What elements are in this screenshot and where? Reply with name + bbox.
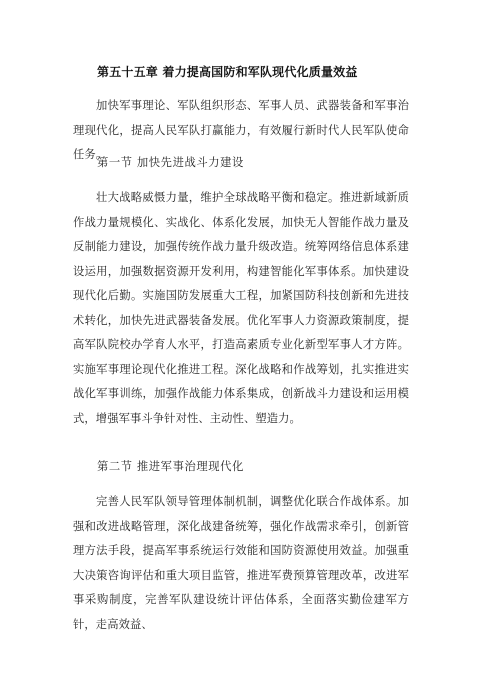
chapter-title: 第五十五章 着力提高国防和军队现代化质量效益 [97, 65, 358, 79]
section-1-heading: 第一节 加快先进战斗力建设 [97, 156, 244, 169]
section-1-body-paragraph: 壮大战略威慑力量，维护全球战略平衡和稳定。推进新域新质作战力量规模化、实战化、体系化发展，加快无人智能作战力量及反制能力建设，加强传统作战力量升级改造。统筹网络信息体系建设运用，加强数据资源开发利用，构建智能化军事体系。加快建设现代化后勤。实施国防发展重大工程，加紧国防科技创新和先进技术转化，加快先进武器装备发展。优化军事人力资源政策制度，提高军队院校办学育人水平，打造高素质专业化新型军事人才方阵。实施军事理论现代化推进工程。深化战略和作战筹划，扎实推进实战化军事训练，加强作战能力体系集成，创新战斗力建设和运用模式，增强军事斗争针对性、主动性、塑造力。 [73, 191, 409, 425]
section-2-body-paragraph: 完善人民军队领导管理体制机制，调整优化联合作战体系。加强和改进战略管理，深化战建备统筹，强化作战需求牵引，创新管理方法手段，提高军事系统运行效能和国防资源使用效益。加强重大决策咨询评估和重大项目监管，推进军费预算管理改革，改进军事采购制度，完善军队建设统计评估体系，全面落实勤俭建军方针，走高效益、 [73, 495, 409, 631]
chapter-intro-paragraph: 加快军事理论、军队组织形态、军事人员、武器装备和军事治理现代化，提高人民军队打赢能力，有效履行新时代人民军队使命任务。 [73, 99, 409, 161]
section-2-heading: 第二节 推进军事治理现代化 [97, 460, 244, 473]
